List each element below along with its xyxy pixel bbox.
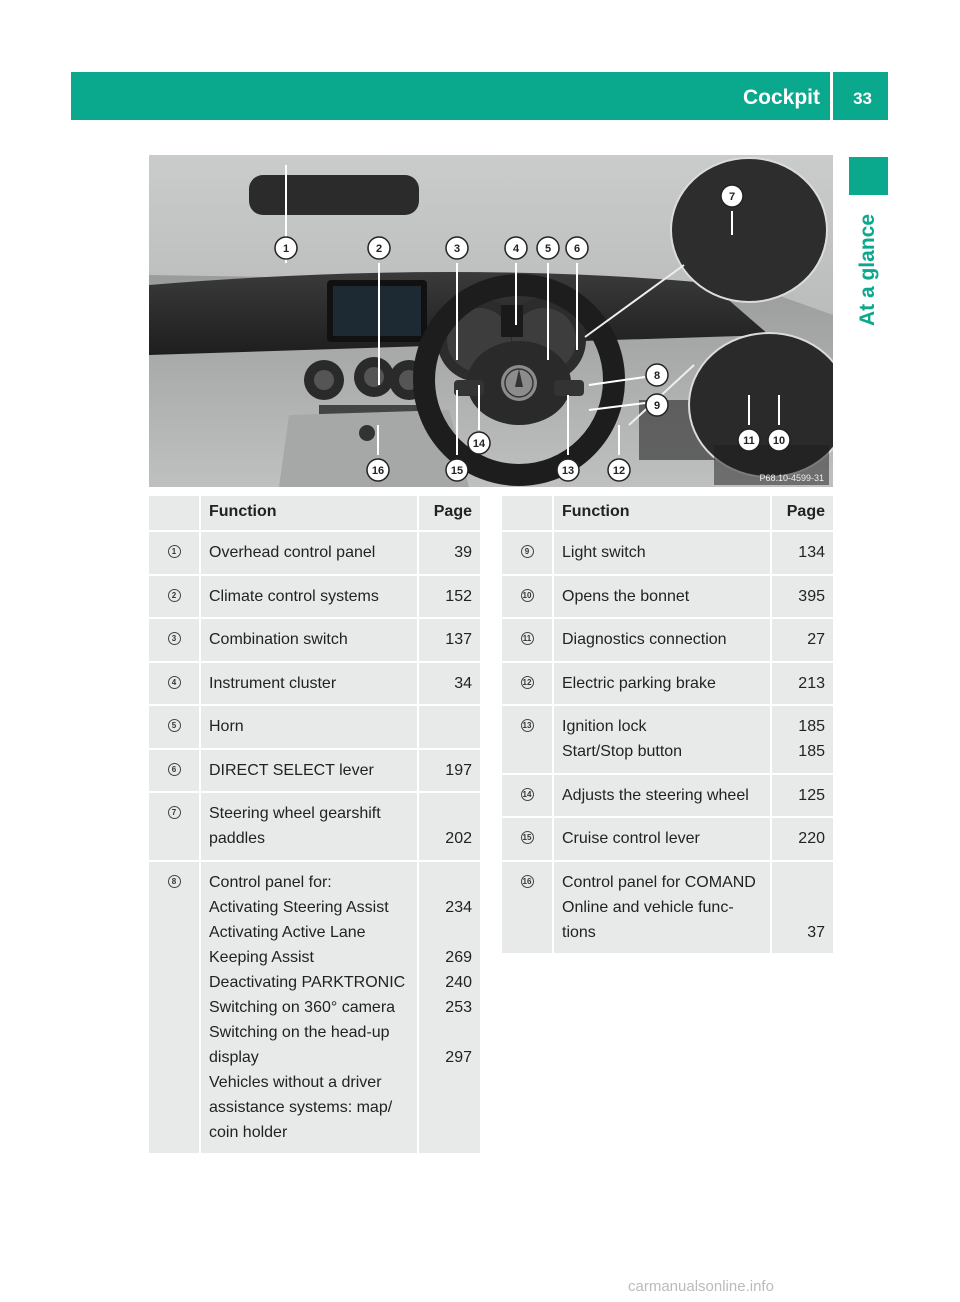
function-cell xyxy=(553,531,771,575)
table-row xyxy=(502,662,833,706)
page-ref: 220 xyxy=(798,830,825,847)
item-number-cell xyxy=(149,662,200,706)
page-ref xyxy=(427,922,472,944)
function-text: Keeping Assist xyxy=(209,948,314,966)
item-number-cell xyxy=(502,618,553,662)
page-ref: 202 xyxy=(445,830,472,847)
page-ref: 185 xyxy=(798,718,825,735)
table-row xyxy=(149,662,480,706)
side-tab-marker xyxy=(849,157,888,195)
page-ref xyxy=(427,1122,472,1144)
function-cell xyxy=(200,861,418,1155)
function-text: Activating Active Lane xyxy=(209,923,366,941)
callout-5 xyxy=(537,237,559,259)
page-ref: 125 xyxy=(798,786,825,804)
function-text: assistance systems: map/ xyxy=(209,1098,393,1116)
function-cell xyxy=(553,817,771,861)
page-ref xyxy=(427,716,472,738)
function-cell xyxy=(553,705,771,774)
page-ref xyxy=(780,897,825,919)
item-number-cell xyxy=(502,531,553,575)
item-number-cell xyxy=(502,662,553,706)
function-cell xyxy=(553,662,771,706)
item-number-cell xyxy=(502,774,553,818)
callout-6 xyxy=(566,237,588,259)
table-row xyxy=(502,575,833,619)
function-text: Switching on 360° camera xyxy=(209,998,396,1016)
function-text: Adjusts the steering wheel xyxy=(562,786,749,804)
item-number-badge: 7 xyxy=(168,806,181,819)
page-ref: 39 xyxy=(454,544,472,561)
svg-text:6: 6 xyxy=(573,243,581,255)
function-text: DIRECT SELECT lever xyxy=(209,761,374,779)
page-cell xyxy=(418,749,480,793)
item-number-badge: 10 xyxy=(521,589,534,602)
photo-reference-code: P68.10-4599-31 xyxy=(759,473,824,483)
svg-text:13: 13 xyxy=(561,465,575,477)
header-page: Page xyxy=(418,496,480,531)
svg-text:1: 1 xyxy=(282,243,290,255)
page-cell xyxy=(418,861,480,1155)
svg-text:8: 8 xyxy=(653,370,661,382)
callout-3 xyxy=(446,237,468,259)
cockpit-illustration xyxy=(149,155,833,487)
svg-text:9: 9 xyxy=(653,400,661,412)
table-row xyxy=(149,861,480,1155)
function-text: Climate control systems xyxy=(209,587,379,605)
item-number-cell xyxy=(149,575,200,619)
svg-text:10: 10 xyxy=(772,435,786,447)
item-number-badge: 13 xyxy=(521,719,534,732)
function-cell xyxy=(553,861,771,955)
svg-text:3: 3 xyxy=(453,243,461,255)
cockpit-photo xyxy=(149,155,833,487)
header-num-cell xyxy=(149,496,200,531)
function-cell xyxy=(553,774,771,818)
svg-text:14: 14 xyxy=(472,438,486,450)
function-text: Electric parking brake xyxy=(562,674,716,692)
function-text: Start/Stop button xyxy=(562,743,683,760)
callout-13 xyxy=(557,459,579,481)
item-number-badge: 6 xyxy=(168,763,181,776)
table-row xyxy=(502,618,833,662)
page-ref xyxy=(427,1022,472,1044)
watermark: carmanualsonline.info xyxy=(628,1278,774,1295)
function-text: Activating Steering Assist xyxy=(209,898,389,916)
table-header-row xyxy=(502,496,833,531)
page-cell xyxy=(771,618,833,662)
page-cell xyxy=(418,575,480,619)
page-ref: 134 xyxy=(798,544,825,561)
page-ref: 240 xyxy=(445,973,472,991)
function-text: Overhead control panel xyxy=(209,544,376,561)
function-text: paddles xyxy=(209,830,266,847)
callout-10 xyxy=(768,429,790,451)
item-number-cell xyxy=(502,861,553,955)
table-row xyxy=(149,749,480,793)
table-row xyxy=(149,618,480,662)
item-number-badge: 16 xyxy=(521,875,534,888)
item-number-cell xyxy=(149,749,200,793)
item-number-cell xyxy=(502,575,553,619)
item-number-badge: 12 xyxy=(521,676,534,689)
item-number-cell xyxy=(149,618,200,662)
function-cell xyxy=(200,618,418,662)
svg-text:4: 4 xyxy=(512,243,520,255)
function-cell xyxy=(200,575,418,619)
callout-2 xyxy=(368,237,390,259)
page-ref xyxy=(427,872,472,894)
page-ref: 185 xyxy=(798,743,825,760)
function-text: Instrument cluster xyxy=(209,674,337,692)
svg-text:7: 7 xyxy=(728,191,736,203)
item-number-badge: 14 xyxy=(521,788,534,801)
function-text: Diagnostics connection xyxy=(562,631,727,648)
item-number-cell xyxy=(502,817,553,861)
callout-1 xyxy=(275,237,297,259)
page-cell xyxy=(771,817,833,861)
page-ref: 213 xyxy=(798,674,825,692)
table-row xyxy=(502,861,833,955)
table-row xyxy=(149,531,480,575)
page-cell xyxy=(771,705,833,774)
page-cell xyxy=(771,861,833,955)
page-ref: 197 xyxy=(445,761,472,779)
page-ref: 297 xyxy=(445,1048,472,1066)
page-ref: 27 xyxy=(807,631,825,648)
page-ref: 253 xyxy=(445,998,472,1016)
side-tab-label: At a glance xyxy=(856,213,879,327)
function-text: tions xyxy=(562,923,596,941)
header-bar xyxy=(71,72,888,120)
page-ref: 395 xyxy=(798,587,825,605)
item-number-badge: 9 xyxy=(521,545,534,558)
function-text: display xyxy=(209,1048,259,1066)
function-text: Online and vehicle func- xyxy=(562,898,734,916)
svg-text:5: 5 xyxy=(544,243,552,255)
page-ref: 152 xyxy=(445,587,472,605)
callout-12 xyxy=(608,459,630,481)
callout-9 xyxy=(646,394,668,416)
svg-text:15: 15 xyxy=(450,465,464,477)
item-number-badge: 11 xyxy=(521,632,534,645)
function-text: coin holder xyxy=(209,1123,288,1141)
table-row xyxy=(502,531,833,575)
item-number-cell xyxy=(149,705,200,749)
function-text: Ignition lock xyxy=(562,718,647,735)
item-number-badge: 2 xyxy=(168,589,181,602)
callout-11 xyxy=(738,429,760,451)
page-ref xyxy=(427,1072,472,1094)
item-number-badge: 15 xyxy=(521,831,534,844)
function-text: Combination switch xyxy=(209,631,348,648)
function-text: Opens the bonnet xyxy=(562,587,690,605)
function-text: Deactivating PARKTRONIC xyxy=(209,973,406,991)
table-row xyxy=(502,705,833,774)
header-num-cell xyxy=(502,496,553,531)
header-page: Page xyxy=(771,496,833,531)
function-cell xyxy=(200,662,418,706)
function-text: Cruise control lever xyxy=(562,830,700,847)
header-function: Function xyxy=(553,496,771,531)
function-text: Switching on the head-up xyxy=(209,1023,390,1041)
item-number-badge: 5 xyxy=(168,719,181,732)
function-text: Light switch xyxy=(562,544,646,561)
table-row xyxy=(502,817,833,861)
page-ref: 34 xyxy=(454,674,472,692)
function-text: Steering wheel gearshift xyxy=(209,805,381,822)
function-cell xyxy=(200,531,418,575)
function-cell xyxy=(553,575,771,619)
page-cell xyxy=(418,618,480,662)
page-cell xyxy=(771,575,833,619)
item-number-cell xyxy=(149,861,200,1155)
header-function: Function xyxy=(200,496,418,531)
page-cell xyxy=(418,705,480,749)
function-cell xyxy=(200,749,418,793)
page-ref xyxy=(427,803,472,825)
header-divider xyxy=(830,72,833,120)
page-ref: 37 xyxy=(807,923,825,941)
table-header-row xyxy=(149,496,480,531)
page-ref xyxy=(780,872,825,894)
page-ref: 269 xyxy=(445,948,472,966)
section-title: Cockpit xyxy=(742,86,820,109)
function-cell xyxy=(200,792,418,861)
function-text: Control panel for: xyxy=(209,873,332,891)
function-cell xyxy=(553,618,771,662)
svg-text:11: 11 xyxy=(743,435,755,447)
item-number-badge: 1 xyxy=(168,545,181,558)
item-number-cell xyxy=(149,792,200,861)
callout-16 xyxy=(367,459,389,481)
item-number-cell xyxy=(149,531,200,575)
callout-8 xyxy=(646,364,668,386)
page-cell xyxy=(418,792,480,861)
function-text: Vehicles without a driver xyxy=(209,1073,382,1091)
function-table-left xyxy=(149,496,480,1155)
function-text: Horn xyxy=(209,718,244,735)
callout-14 xyxy=(468,432,490,454)
item-number-cell xyxy=(502,705,553,774)
page-cell xyxy=(771,774,833,818)
page-ref xyxy=(427,1097,472,1119)
function-text: Control panel for COMAND xyxy=(562,873,756,891)
item-number-badge: 8 xyxy=(168,875,181,888)
function-cell xyxy=(200,705,418,749)
callout-4 xyxy=(505,237,527,259)
svg-text:12: 12 xyxy=(612,465,626,477)
table-row xyxy=(149,792,480,861)
table-row xyxy=(149,705,480,749)
page-cell xyxy=(418,531,480,575)
item-number-badge: 3 xyxy=(168,632,181,645)
callout-7 xyxy=(721,185,743,207)
page-ref: 137 xyxy=(445,631,472,648)
page-number: 33 xyxy=(853,89,872,108)
page-cell xyxy=(771,662,833,706)
page-cell xyxy=(771,531,833,575)
function-table-right xyxy=(502,496,833,955)
item-number-badge: 4 xyxy=(168,676,181,689)
page-ref: 234 xyxy=(445,898,472,916)
callout-15 xyxy=(446,459,468,481)
table-row xyxy=(502,774,833,818)
table-row xyxy=(149,575,480,619)
svg-text:2: 2 xyxy=(375,243,383,255)
page-cell xyxy=(418,662,480,706)
svg-text:16: 16 xyxy=(371,465,385,477)
